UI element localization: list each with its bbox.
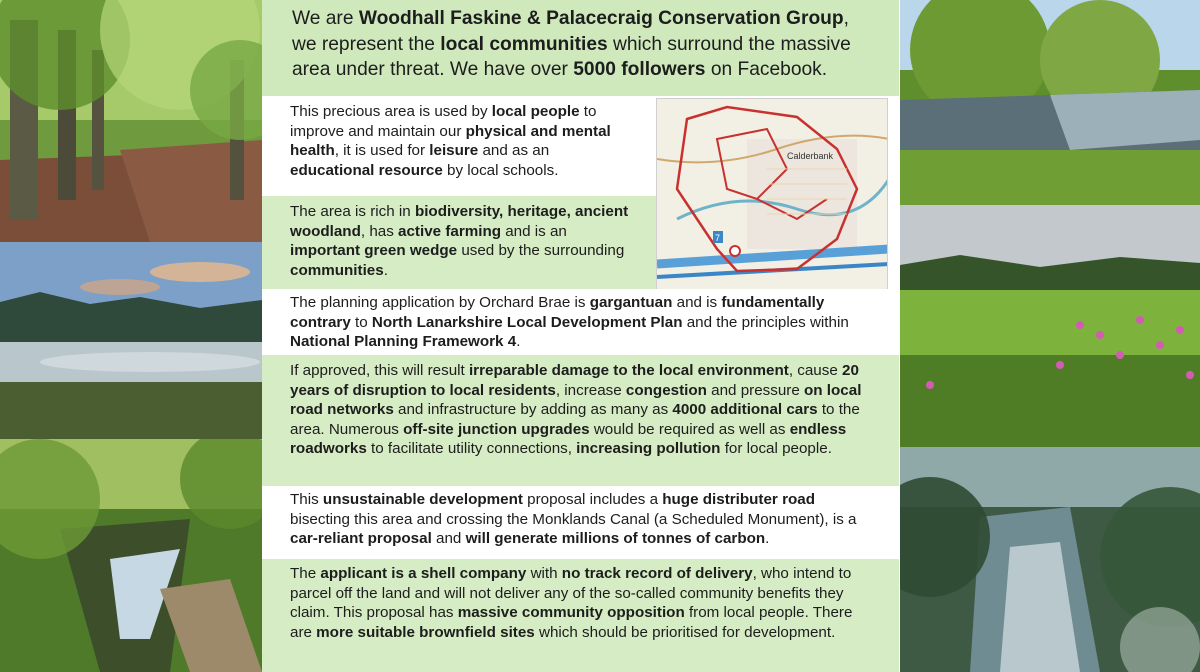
emphasis-text: no track record of delivery bbox=[561, 565, 753, 582]
emphasis-text: on local road networks bbox=[290, 381, 862, 419]
emphasis-text: biodiversity, heritage, ancient woodland bbox=[290, 203, 629, 240]
body-text: bisecting this area and crossing the Monklands Canal (a Scheduled Monument), is a bbox=[290, 510, 857, 528]
body-text: and bbox=[431, 530, 466, 548]
body-text: and the principles within bbox=[682, 313, 849, 331]
emphasis-text: communities bbox=[290, 261, 384, 279]
emphasis-text: huge distributer road bbox=[662, 491, 815, 508]
body-text: used by the surrounding bbox=[457, 242, 625, 260]
body-text: to facilitate utility connections, bbox=[366, 440, 577, 458]
photo-river-bank bbox=[900, 0, 1200, 205]
body-text: The area is rich in bbox=[290, 203, 415, 220]
paragraph-impact bbox=[262, 355, 899, 486]
emphasis-text: applicant is a shell company bbox=[320, 565, 527, 582]
photo-woodland-avenue bbox=[0, 0, 262, 242]
paragraph-applicant-text bbox=[290, 565, 852, 641]
emphasis-text: fundamentally contrary bbox=[290, 294, 825, 331]
body-text: and is bbox=[672, 294, 722, 311]
emphasis-text: massive community opposition bbox=[457, 604, 685, 622]
emphasis-text: local people bbox=[491, 103, 580, 120]
body-text: We are bbox=[292, 8, 359, 29]
photo-canal-towpath bbox=[0, 439, 262, 672]
emphasis-text: 4000 additional cars bbox=[672, 401, 818, 419]
emphasis-text: more suitable brownfield sites bbox=[316, 623, 535, 641]
emphasis-text: gargantuan bbox=[589, 294, 673, 311]
body-text: which surround the massive area under threat. We have over bbox=[292, 33, 851, 80]
body-text: , it is used for bbox=[334, 142, 430, 160]
body-text: would be required as well as bbox=[589, 420, 790, 438]
body-text: If approved, this will result bbox=[290, 362, 469, 379]
emphasis-text: unsustainable development bbox=[322, 491, 523, 508]
body-text: This bbox=[290, 491, 323, 508]
paragraph-applicant bbox=[262, 559, 899, 672]
paragraph-planning-text bbox=[290, 294, 849, 350]
emphasis-text: educational resource bbox=[290, 161, 443, 179]
body-text: for local people. bbox=[720, 440, 832, 458]
route-marker: 7 bbox=[715, 233, 721, 243]
body-text: to the area. Numerous bbox=[290, 401, 860, 438]
photo-meadow-wildflowers bbox=[900, 205, 1200, 447]
emphasis-text: car-reliant proposal bbox=[290, 530, 432, 548]
emphasis-text: leisure bbox=[429, 142, 479, 160]
paragraph-impact-text bbox=[290, 362, 861, 457]
emphasis-text: active farming bbox=[398, 222, 502, 240]
emphasis-text: will generate millions of tonnes of carbon bbox=[465, 530, 766, 548]
body-text: , who intend to parcel off the land and will not deliver any of the so-called community benefits they claim. This proposal has bbox=[290, 565, 852, 622]
photo-waterfall-stream bbox=[900, 447, 1200, 672]
body-text: to improve and maintain our bbox=[290, 103, 597, 140]
paragraph-health bbox=[262, 97, 657, 196]
body-text: , we represent the bbox=[292, 8, 849, 55]
paragraph-unsustainable bbox=[262, 486, 899, 559]
paragraph-biodiversity bbox=[262, 196, 657, 289]
paragraph-biodiversity-text bbox=[290, 203, 628, 279]
emphasis-text: National Planning Framework 4 bbox=[290, 333, 517, 351]
body-text: and pressure bbox=[706, 381, 805, 399]
emphasis-text: endless roadworks bbox=[290, 420, 847, 458]
body-text: from local people. There are bbox=[290, 604, 853, 641]
body-text: by local schools. bbox=[442, 161, 559, 179]
body-text: . bbox=[383, 261, 388, 279]
body-text: with bbox=[526, 565, 562, 582]
emphasis-text: congestion bbox=[625, 381, 707, 399]
intro-text bbox=[292, 8, 851, 80]
body-text: . bbox=[516, 333, 521, 351]
body-text: and infrastructure by adding as many as bbox=[393, 401, 673, 419]
body-text: . bbox=[765, 530, 770, 548]
body-text: The planning application by Orchard Brae is bbox=[290, 294, 590, 311]
body-text: on Facebook. bbox=[705, 59, 828, 80]
body-text: , has bbox=[360, 222, 399, 240]
body-text: , cause bbox=[788, 362, 843, 379]
body-text: The bbox=[290, 565, 321, 582]
photo-misty-pond bbox=[0, 242, 262, 439]
emphasis-text: increasing pollution bbox=[576, 440, 721, 458]
paragraph-unsustainable-text bbox=[290, 491, 856, 547]
emphasis-text: Woodhall Faskine & Palacecraig Conservation Group bbox=[358, 8, 844, 29]
emphasis-text: important green wedge bbox=[290, 242, 458, 260]
map-place-label: Calderbank bbox=[787, 151, 834, 161]
emphasis-text: local communities bbox=[440, 33, 608, 55]
body-text: proposal includes a bbox=[522, 491, 663, 508]
emphasis-text: physical and mental health bbox=[290, 122, 611, 160]
body-text: to bbox=[350, 313, 372, 331]
body-text: , increase bbox=[555, 381, 626, 399]
paragraph-health-text bbox=[290, 103, 611, 179]
body-text: This precious area is used by bbox=[290, 103, 492, 120]
paragraph-planning bbox=[262, 289, 899, 355]
emphasis-text: 20 years of disruption to local residents bbox=[290, 362, 859, 399]
body-text: and is an bbox=[501, 222, 567, 240]
site-boundary-map bbox=[656, 98, 888, 295]
body-text: which should be prioritised for development. bbox=[534, 623, 836, 641]
emphasis-text: 5000 followers bbox=[573, 59, 706, 80]
emphasis-text: irreparable damage to the local environment bbox=[468, 362, 789, 379]
emphasis-text: off-site junction upgrades bbox=[403, 420, 590, 438]
emphasis-text: North Lanarkshire Local Development Plan bbox=[371, 313, 683, 331]
group-intro-header bbox=[262, 0, 899, 96]
body-text: and as an bbox=[478, 142, 550, 160]
